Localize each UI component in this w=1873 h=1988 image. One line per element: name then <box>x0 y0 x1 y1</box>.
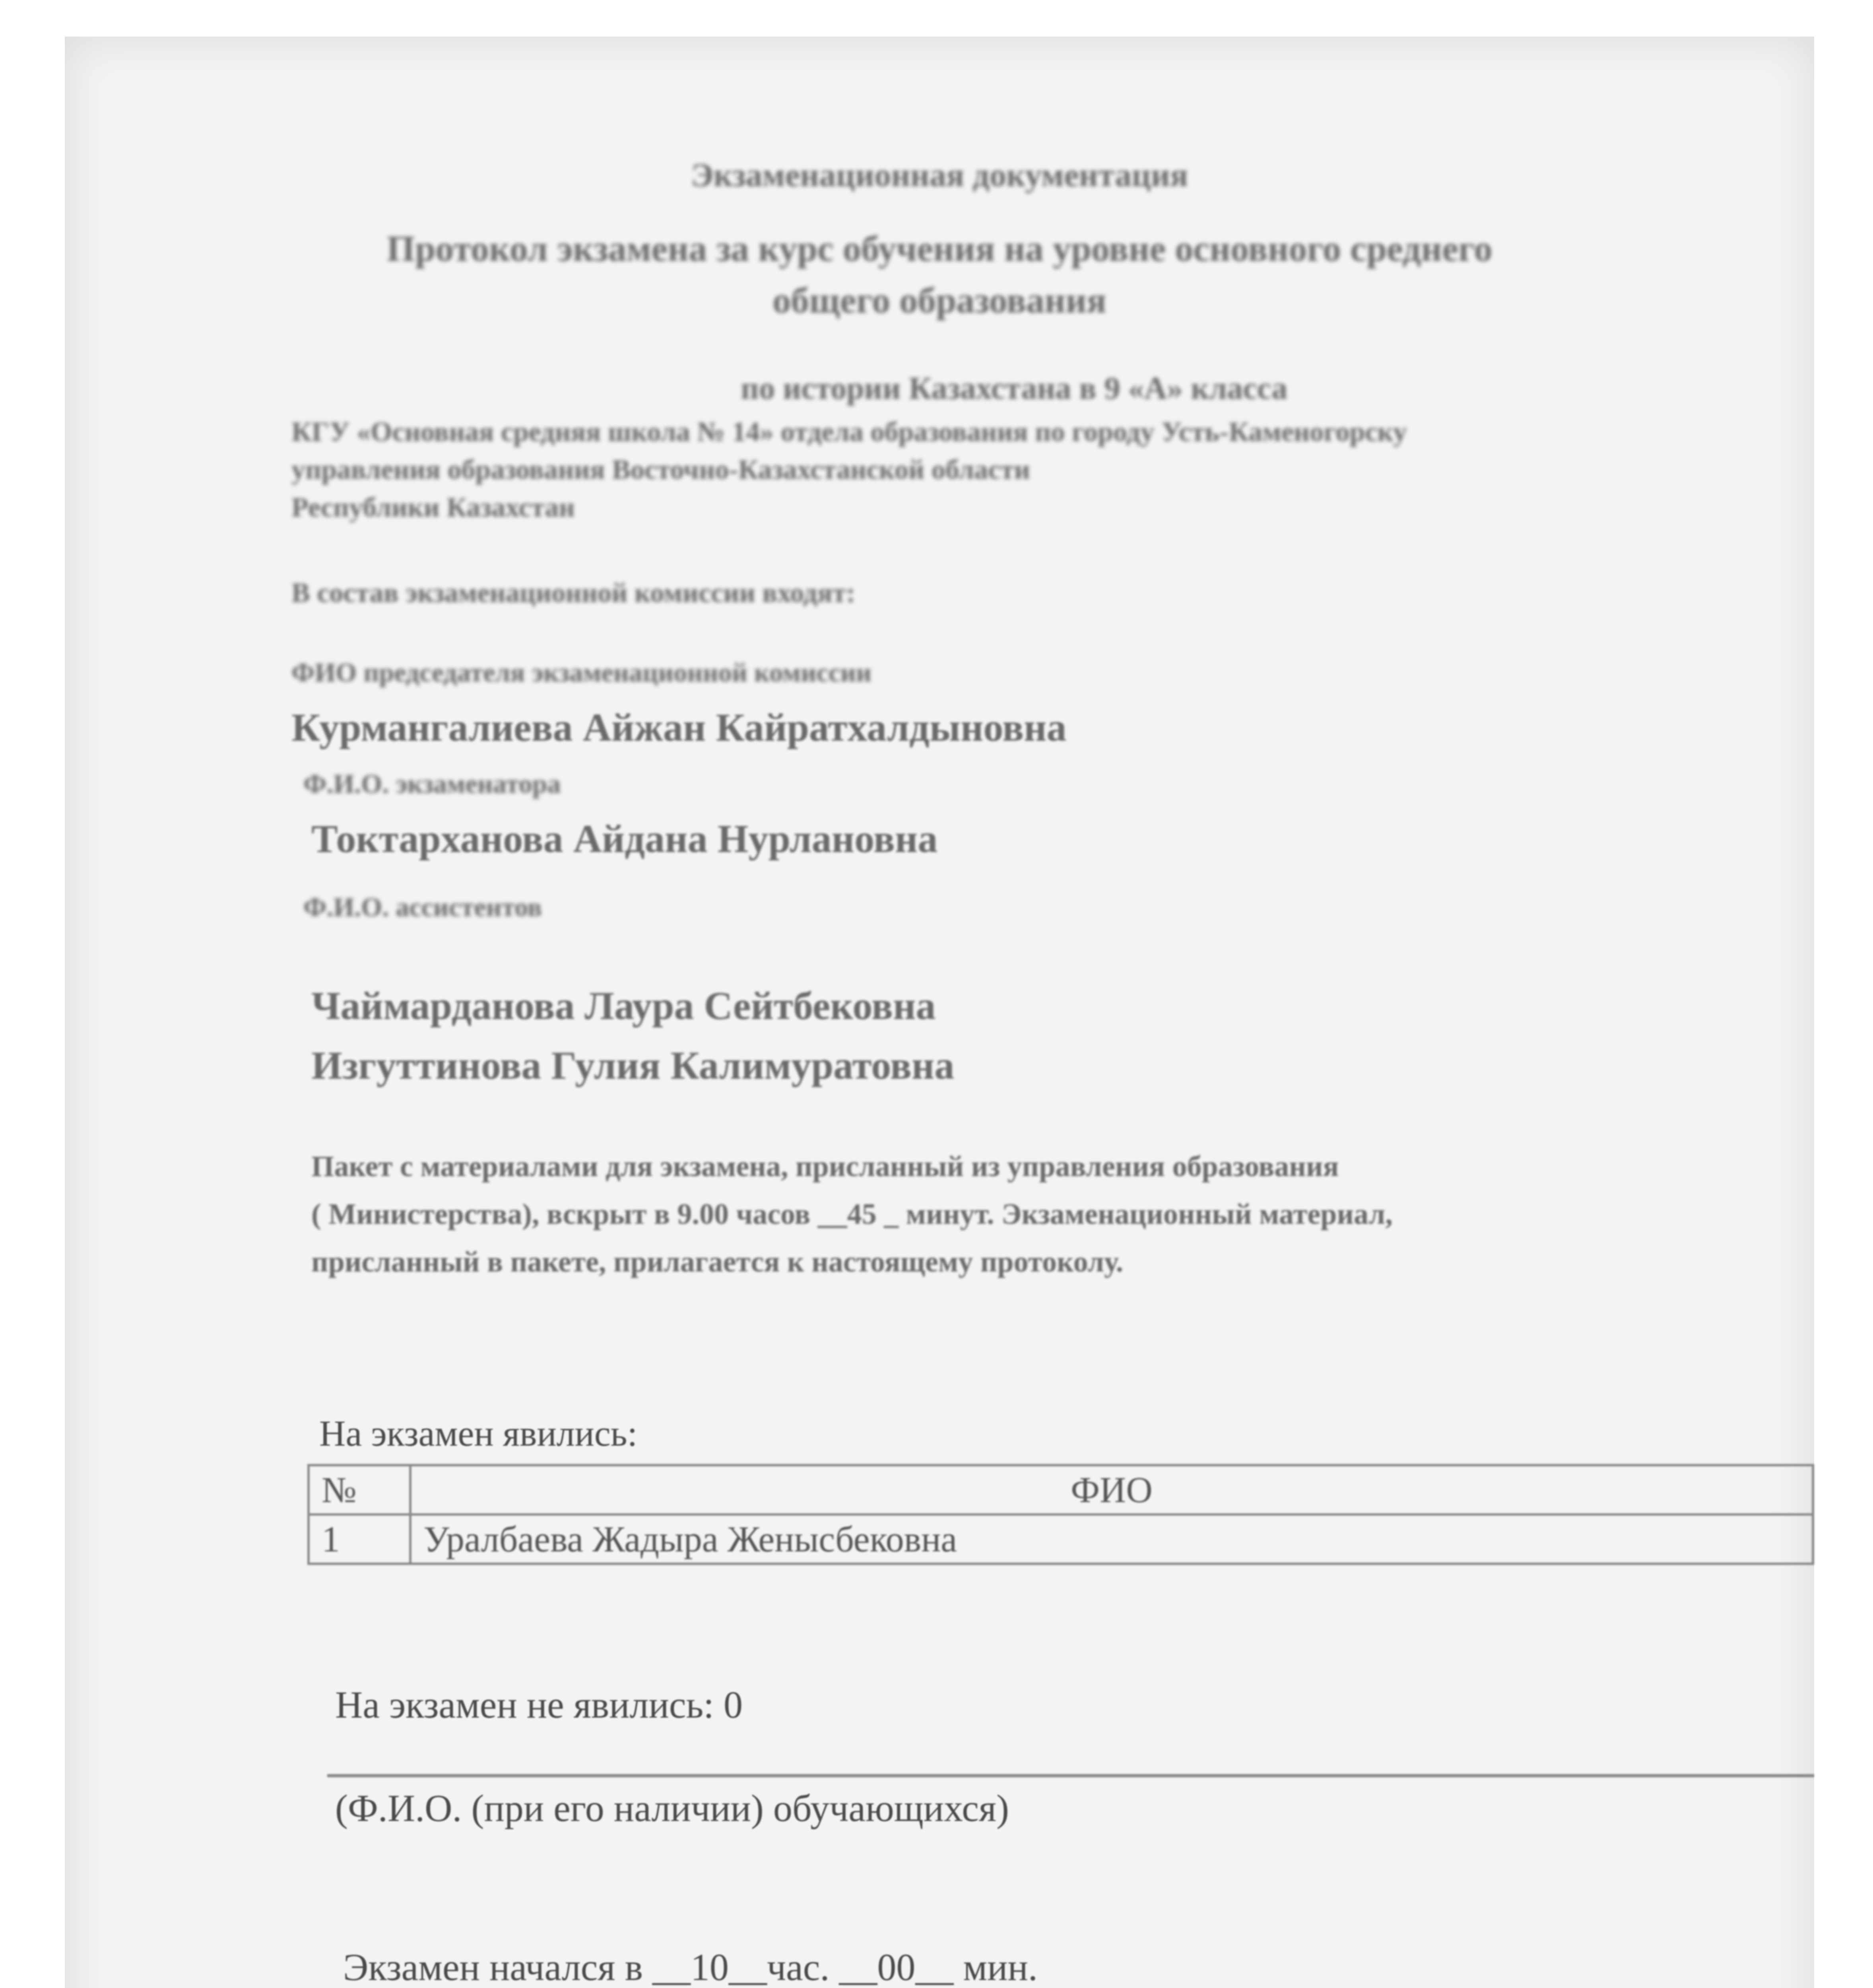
present-label: На экзамен явились: <box>319 1413 638 1454</box>
package-line-1: Пакет с материалами для экзамена, присланный из управления образования <box>311 1150 1339 1183</box>
column-header-name: ФИО <box>410 1465 1813 1514</box>
school-line-1: КГУ «Основная средняя школа № 14» отдела образования по городу Усть-Каменогорску <box>291 417 1407 447</box>
package-line-3: присланный в пакете, прилагается к настоящему протоколу. <box>311 1246 1124 1278</box>
student-name: Уралбаева Жадыра Женысбековна <box>410 1514 1813 1564</box>
table-row <box>309 1514 1813 1564</box>
assistants-label: Ф.И.О. ассистентов <box>303 892 542 922</box>
scanned-page <box>65 37 1814 1988</box>
table-header-row <box>309 1465 1813 1514</box>
commission-label: В состав экзаменационной комиссии входят: <box>291 578 856 608</box>
row-number: 1 <box>309 1514 410 1564</box>
attendees-table <box>307 1464 1814 1565</box>
signature-line <box>327 1774 1814 1777</box>
examiner-name: Токтарханова Айдана Нурлановна <box>311 817 938 861</box>
examiner-label: Ф.И.О. экзаменатора <box>303 769 561 799</box>
chair-label: ФИО председателя экзаменационной комиссии <box>291 657 872 687</box>
protocol-title-line-2: общего образования <box>772 280 1106 320</box>
column-header-number: № <box>309 1465 410 1514</box>
package-line-2: ( Министерства), вскрыт в 9.00 часов __45 _ минут. Экзаменационный материал, <box>311 1198 1393 1231</box>
assistant-name: Чаймарданова Лаура Сейтбековна <box>311 984 936 1028</box>
assistant-name: Изгуттинова Гулия Калимуратовна <box>311 1043 955 1087</box>
subject-line: по истории Казахстана в 9 «А» класса <box>741 371 1288 406</box>
school-line-2: управления образования Восточно-Казахстанской области <box>291 454 1031 485</box>
school-line-3: Республики Казахстан <box>291 492 575 523</box>
absent-caption: (Ф.И.О. (при его наличии) обучающихся) <box>335 1787 1009 1829</box>
document-type: Экзаменационная документация <box>691 157 1188 194</box>
absent-label: На экзамен не явились: 0 <box>335 1683 743 1726</box>
chair-name: Курмангалиева Айжан Кайратхалдыновна <box>291 705 1067 749</box>
exam-start-time: Экзамен начался в __10__час. __00__ мин. <box>343 1946 1038 1988</box>
protocol-title-line-1: Протокол экзамена за курс обучения на уровне основного среднего <box>386 228 1493 269</box>
